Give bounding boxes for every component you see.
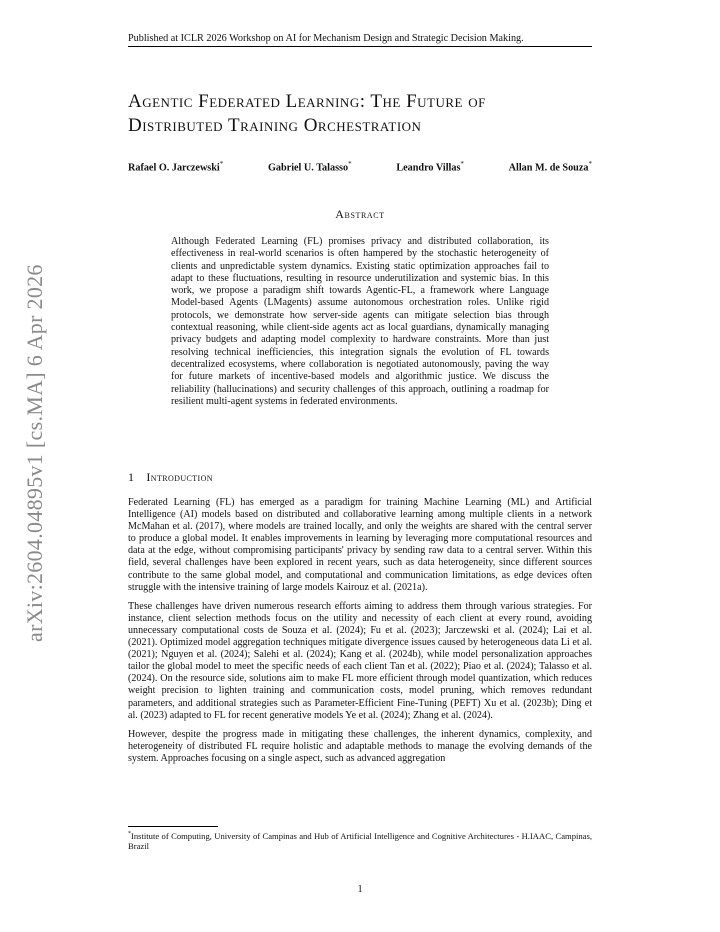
author-name: Rafael O. Jarczewski xyxy=(128,162,220,174)
title-line-2: Distributed Training Orchestration xyxy=(128,115,422,136)
paragraph: However, despite the progress made in mitigating these challenges, the inherent dynamics, complexity, and heterogeneity of distributed FL require holistic and adaptable methods to manage the evolving demands of the system. Approaches focusing on a single aspect, such as advanced aggregation xyxy=(128,728,592,764)
author-mark: * xyxy=(460,160,464,168)
author xyxy=(396,160,464,173)
author xyxy=(268,160,352,173)
footnote xyxy=(128,829,592,852)
author-mark: * xyxy=(348,160,352,168)
header-rule xyxy=(128,46,592,47)
abstract-text: Although Federated Learning (FL) promises privacy and distributed collaboration, its effectiveness in real-world scenarios is often hampered by the stochastic heterogeneity of clients and unpredictable system dynamics. Existing static optimization approaches fail to adapt to these fluctuations, resulting in resource underutilization and systemic bias. In this work, we propose a paradigm shift towards Agentic-FL, a framework where Language Model-based Agents (LMagents) assume autonomous orchestration roles. Unlike rigid protocols, we demonstrate how server-side agents can mitigate selection bias through contextual reasoning, while client-side agents act as local guardians, dynamically managing privacy budgets and adapting model complexity to hardware constraints. More than just resolving technical inefficiencies, this integration signals the evolution of FL towards decentralized ecosystems, where collaboration is negotiated autonomously, paving the way for future markets of incentive-based models and algorithmic justice. We discuss the reliability (hallucinations) and security challenges of this approach, outlining a roadmap for resilient multi-agent systems in federated environments. xyxy=(171,236,549,407)
section-title: Introduction xyxy=(146,470,213,484)
author xyxy=(128,160,223,173)
footnote-mark: * xyxy=(128,831,131,837)
section-body xyxy=(128,497,592,772)
title-line-1: Agentic Federated Learning: The Future of xyxy=(128,91,486,112)
footnote-text: Institute of Computing, University of Campinas and Hub of Artificial Intelligence and Cognitive Architectures - H.IAAC, Campinas, Brazil xyxy=(128,830,592,852)
author-name: Allan M. de Souza xyxy=(508,162,589,174)
page-number: 1 xyxy=(357,884,363,895)
paragraph: These challenges have driven numerous research efforts aiming to address them through various strategies. For instance, client selection methods focus on the utility and necessity of each client at every round, avoiding unnecessary computational costs de Souza et al. (2024); Fu et al. (2023); Jarczewski et al. (2024); Lai et al. (2021). Optimized model aggregation techniques mitigate divergence issues caused by heterogeneous data Li et al. (2021); Nguyen et al. (2024); Salehi et al. (2024); Kang et al. (2024b), while model personalization approaches tailor the global model to meet the specific needs of each client Tan et al. (2022); Piao et al. (2024); Talasso et al. (2024). On the resource side, solutions aim to make FL more efficient through model quantization, which reduces weight precision to lighten training and communication costs, model pruning, which removes redundant parameters, and additional strategies such as Parameter-Efficient Fine-Tuning (PEFT) Xu et al. (2023b); Ding et al. (2023) adapted to FL for recent generative models Ye et al. (2024); Zhang et al. (2024). xyxy=(128,600,592,721)
paper-title xyxy=(128,90,608,138)
section-number: 1 xyxy=(128,470,135,484)
author xyxy=(509,160,592,173)
abstract-heading: Abstract xyxy=(335,207,385,221)
author-mark: * xyxy=(219,160,224,168)
running-header: Published at ICLR 2026 Workshop on AI for Mechanism Design and Strategic Decision Making. xyxy=(128,33,524,44)
paragraph: Federated Learning (FL) has emerged as a paradigm for training Machine Learning (ML) and Artificial Intelligence (AI) models based on distributed and collaborative learning among multiple clients in a network McMahan et al. (2017), where models are trained locally, and only the weights are shared with the central server to produce a global model. It enables improvements in learning by leveraging more computational resources and data at the edge, without compromising participants' privacy by sending raw data to a central server. Within this field, several challenges have been explored in recent years, such as data heterogeneity, since different sources contribute to the same global model, and computational and communication limitations, as edge devices often struggle with the intensive training of large models Kairouz et al. (2021a). xyxy=(128,497,592,593)
arxiv-identifier[interactable]: arXiv:2604.04895v1 [cs.MA] 6 Apr 2026 xyxy=(22,264,47,642)
author-name: Gabriel U. Talasso xyxy=(268,162,349,174)
author-list xyxy=(128,160,592,173)
section-heading xyxy=(128,470,213,485)
author-name: Leandro Villas xyxy=(396,162,461,174)
footnote-rule xyxy=(128,826,218,827)
author-mark: * xyxy=(588,160,592,168)
